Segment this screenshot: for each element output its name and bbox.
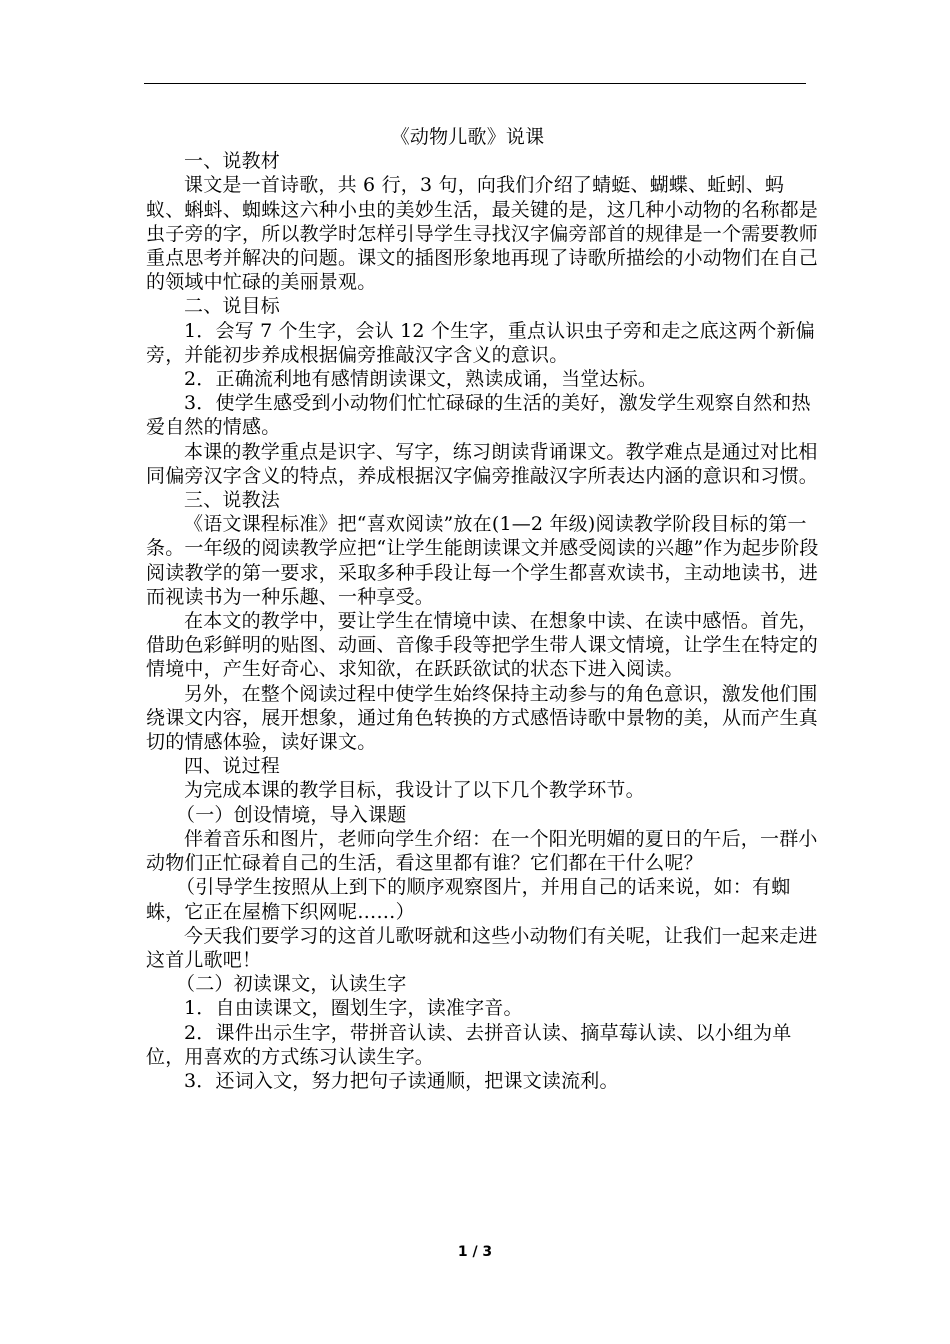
body-paragraph: 伴着音乐和图片，老师向学生介绍：在一个阳光明媚的夏日的午后，一群小动物们正忙碌着自己的生活，看这里都有谁？它们都在干什么呢？ [146,827,818,875]
section-heading: 四、说过程 [184,755,281,778]
section-heading: 一、说教材 [184,150,281,173]
body-paragraph: 2．课件出示生字，带拼音认读、去拼音认读、摘草莓认读、以小组为单位，用喜欢的方式练习认读生字。 [146,1021,792,1068]
body-paragraph: 另外，在整个阅读过程中使学生始终保持主动参与的角色意识，激发他们围绕课文内容，展开想象，通过角色转换的方式感悟诗歌中景物的美，从而产生真切的情感体验，读好课文。 [146,682,819,754]
body-paragraph: 1．自由读课文，圈划生字，读准字音。 [184,997,523,1020]
section-heading: 二、说目标 [184,295,281,318]
body-paragraph: 在本文的教学中，要让学生在情境中读、在想象中读、在读中感悟。首先，借助色彩鲜明的贴图、动画、音像手段等把学生带人课文情境，让学生在特定的情境中，产生好奇心、求知欲，在跃跃欲试的状态下进入阅读。 [146,610,819,681]
page-indicator: 1 / 3 [457,1244,493,1260]
body-paragraph: 3．使学生感受到小动物们忙忙碌碌的生活的美好，激发学生观察自然和热爱自然的情感。 [146,392,811,439]
body-paragraph: 1．会写 7 个生字，会认 12 个生字，重点认识虫子旁和走之底这两个新偏旁，并能初步养成根据偏旁推敲汉字含义的意识。 [146,319,815,366]
body-paragraph: 今天我们要学习的这首儿歌呀就和这些小动物们有关呢，让我们一起来走进这首儿歌吧！ [146,924,818,971]
section-heading: 三、说教法 [184,489,281,512]
body-paragraph: 3．还词入文，努力把句子读通顺，把课文读流利。 [184,1069,619,1092]
paragraph-list [146,149,821,1093]
header-rule [144,83,806,84]
body-paragraph: 课文是一首诗歌，共 6 行，3 句，向我们介绍了蜻蜓、蝴蝶、蚯蚓、蚂蚁、蝌蚪、蜘蛛这六种小虫的美妙生活，最关键的是，这几种小动物的名称都是虫子旁的字，所以教学时怎样引导学生寻找汉字偏旁部首的规律是一个需要教师重点思考并解决的问题。课文的插图形象地再现了诗歌所描绘的小动物们在自己的领域中忙碌的美丽景观。 [146,174,819,294]
subsection-heading: （二）初读课文，认读生字 [176,973,407,996]
body-paragraph: 本课的教学重点是识字、写字，练习朗读背诵课文。教学难点是通过对比相同偏旁汉字含义的特点，养成根据汉字偏旁推敲汉字所表达内涵的意识和习惯。 [146,440,819,487]
document-title: 《动物儿歌》说课 [390,126,545,148]
body-paragraph: 为完成本课的教学目标，我设计了以下几个教学环节。 [184,779,645,802]
note-paragraph: （引导学生按照从上到下的顺序观察图片，并用自己的话来说，如：有蜘蛛，它正在屋檐下织网呢……） [146,876,791,923]
subsection-heading: （一）创设情境，导入课题 [176,803,407,826]
body-paragraph: 《语文课程标准》把“喜欢阅读”放在(1—2 年级)阅读教学阶段目标的第一条。一年级的阅读教学应把“让学生能朗读课文并感受阅读的兴趣”作为起步阶段阅读教学的第一要求，采取多种手段让每一个学生都喜欢读书，主动地读书，进而视读书为一种乐趣、一种享受。 [146,513,819,608]
body-paragraph: 2．正确流利地有感情朗读课文，熟读成诵，当堂达标。 [184,368,658,391]
document-body [146,125,821,1093]
